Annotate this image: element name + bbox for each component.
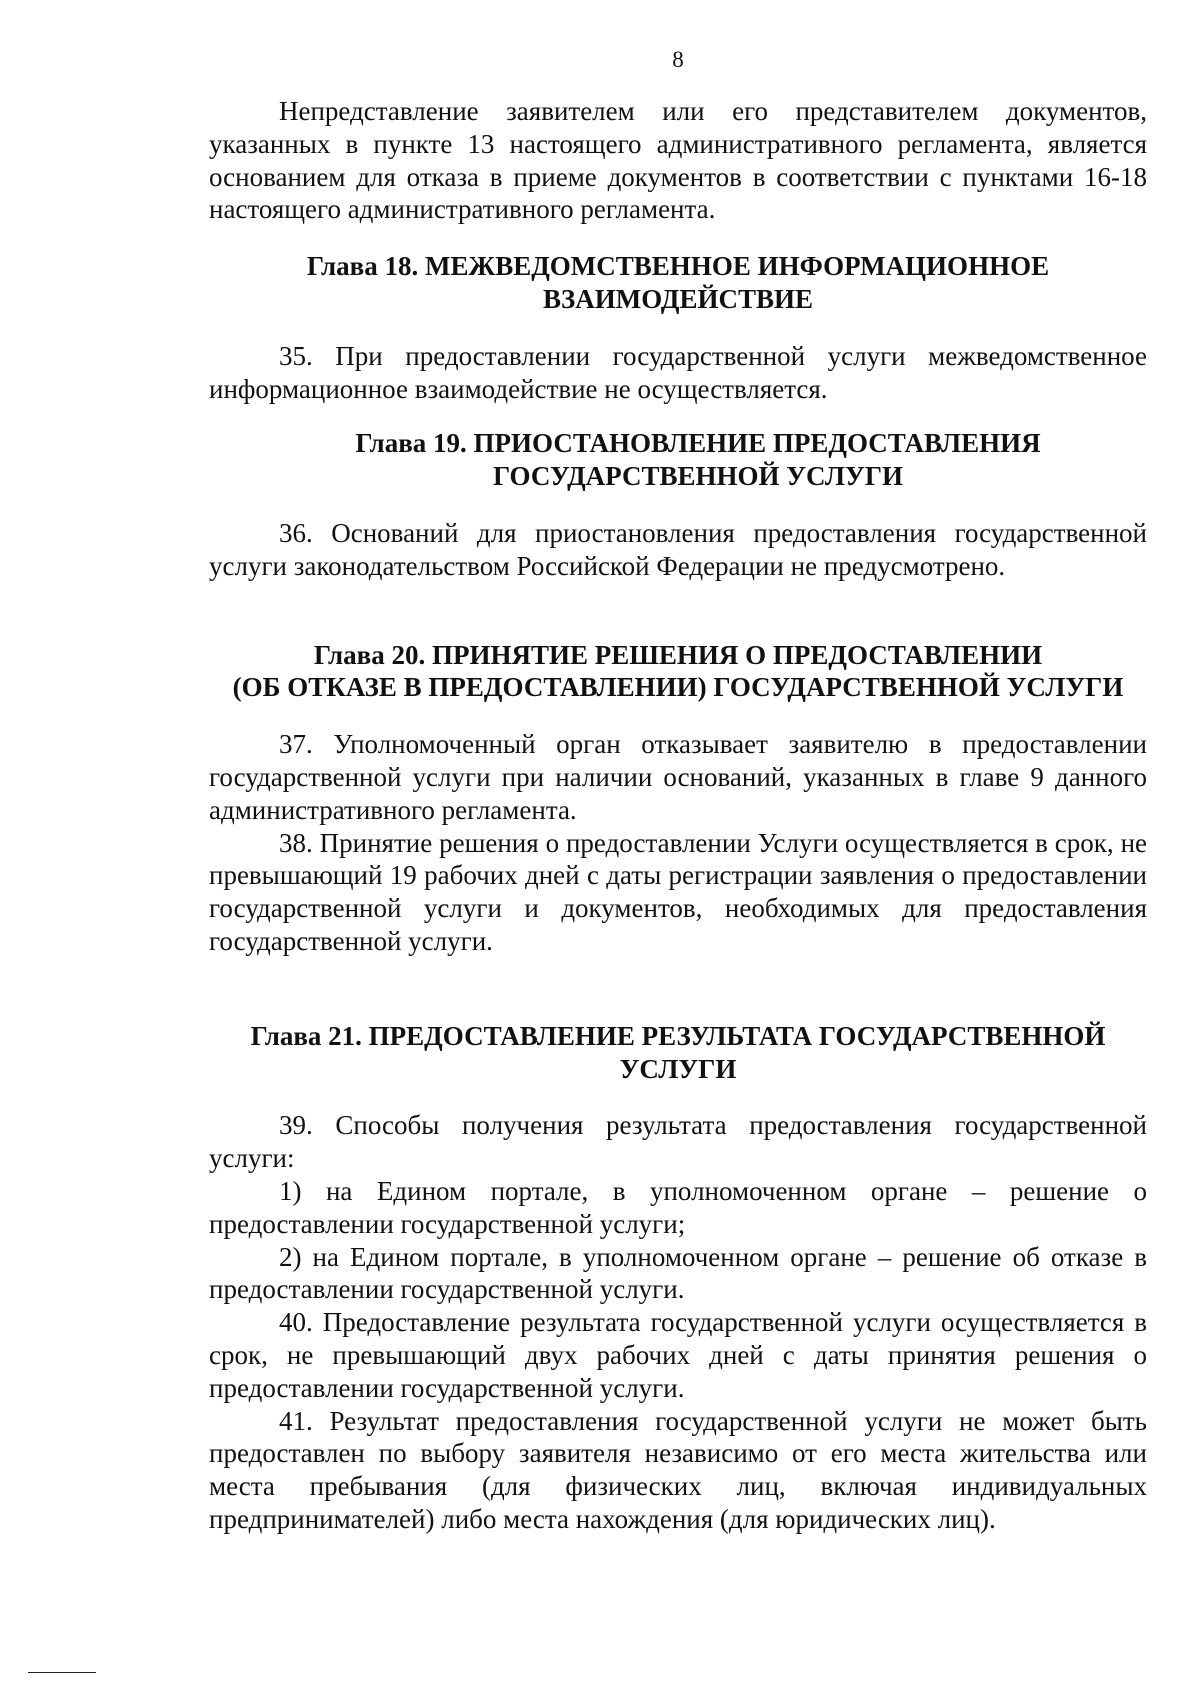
paragraph-nonsubmission: Непредставление заявителем или его представителем документов, указанных в пункте 13 настоящего административного регламента, является основанием для отказа в приеме документов в соответствии с пунктами 16-18 настоящего административного регламента. (209, 96, 1147, 225)
chapter-20-heading (209, 639, 1147, 705)
paragraph-39-item-1: 1) на Едином портале, в уполномоченном органе – решение о предоставлении государственной услуги; (209, 1175, 1147, 1239)
paragraph-41: 41. Результат предоставления государственной услуги не может быть предоставлен по выбору заявителя независимо от его места жительства или места пребывания (для физических лиц, включая индивидуальных предпринимателей) либо места нахождения (для юридических лиц). (209, 1405, 1147, 1534)
chapter-19-heading (209, 427, 1147, 493)
chapter-18-title-line2: ВЗАИМОДЕЙСТВИЕ (542, 283, 813, 314)
document-body (209, 95, 1147, 1536)
chapter-21-heading (209, 1020, 1147, 1086)
chapter-20-title-line2: (ОБ ОТКАЗЕ В ПРЕДОСТАВЛЕНИИ) ГОСУДАРСТВЕННОЙ УСЛУГИ (232, 672, 1124, 703)
chapter-21-title-line2: УСЛУГИ (619, 1053, 737, 1084)
paragraph-38: 38. Принятие решения о предоставлении Услуги осуществляется в срок, не превышающий 19 рабочих дней с даты регистрации заявления о предоставлении государственной услуги и документов, необходимых для предоставления государственной услуги. (209, 827, 1147, 956)
chapter-21-title-line1: Глава 21. ПРЕДОСТАВЛЕНИЕ РЕЗУЛЬТАТА ГОСУДАРСТВЕННОЙ (250, 1020, 1106, 1051)
paragraph-40: 40. Предоставление результата государственной услуги осуществляется в срок, не превышающий двух рабочих дней с даты принятия решения о предоставлении государственной услуги. (209, 1307, 1147, 1403)
chapter-19-title-line1: Глава 19. ПРИОСТАНОВЛЕНИЕ ПРЕДОСТАВЛЕНИЯ (355, 428, 1041, 459)
paragraph-37: 37. Уполномоченный орган отказывает заявителю в предоставлении государственной услуги при наличии оснований, указанных в главе 9 данного административного регламента. (209, 729, 1147, 825)
footnote-separator-line (28, 1672, 96, 1673)
paragraph-36: 36. Оснований для приостановления предоставления государственной услуги законодательством Российской Федерации не предусмотрено. (209, 517, 1147, 581)
paragraph-35: 35. При предоставлении государственной услуги межведомственное информационное взаимодействие не осуществляется. (209, 340, 1147, 404)
paragraph-39-item-2: 2) на Едином портале, в уполномоченном органе – решение об отказе в предоставлении государственной услуги. (209, 1241, 1147, 1305)
paragraph-39: 39. Способы получения результата предоставления государственной услуги: (209, 1110, 1147, 1174)
chapter-20-title-line1: Глава 20. ПРИНЯТИЕ РЕШЕНИЯ О ПРЕДОСТАВЛЕНИИ (313, 639, 1043, 670)
chapter-19-title-line2: ГОСУДАРСТВЕННОЙ УСЛУГИ (493, 461, 903, 492)
chapter-18-heading (209, 250, 1147, 316)
page-number: 8 (672, 47, 684, 72)
chapter-18-title-line1: Глава 18. МЕЖВЕДОМСТВЕННОЕ ИНФОРМАЦИОННОЕ (306, 251, 1050, 282)
